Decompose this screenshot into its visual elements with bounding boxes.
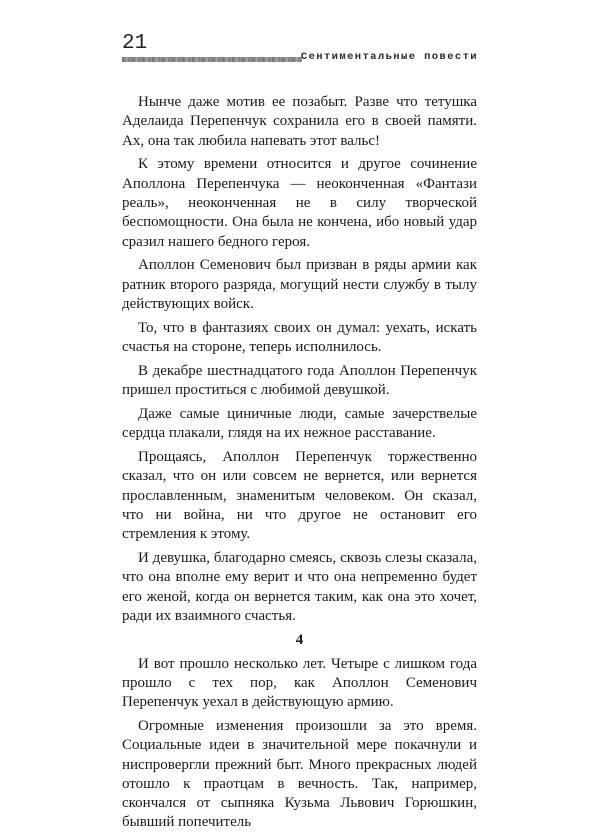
- paragraph: Огромные изменения произошли за это время. Социальные идеи в значительной мере покачнули и ниспровергли прежний быт. Много прекрасных людей отошло к праотцам в вечность. Так, например, скончался от сыпняка Кузьма Львович Горюшкин, бывший попечитель: [122, 717, 477, 831]
- body-text: [122, 93, 477, 837]
- paragraph: К этому времени относится и другое сочинение Аполлона Перепенчука — неоконченная «Фантази реаль», неоконченная не в силу творческой беспомощности. Она была не кончена, ибо новый удар сразил нашего бедного героя.: [122, 156, 477, 250]
- paragraph: Аполлон Семенович был призван в ряды армии как ратник второго разряда, могущий нести службу в тылу действующих войск.: [122, 257, 477, 312]
- paragraph: Нынче даже мотив ее позабыт. Разве что тетушка Аделаида Перепенчук сохранила его в своей памяти. Ах, она так любила напевать этот вальс!: [122, 94, 477, 149]
- paragraph: То, что в фантазиях своих он думал: уехать, искать счастья на стороне, теперь исполнилось.: [122, 319, 477, 356]
- running-head: Сентиментальные повести: [300, 51, 478, 63]
- chapter-number: 4: [295, 631, 304, 648]
- header-rule: [122, 57, 302, 62]
- page-header: [122, 30, 478, 70]
- paragraph: Прощаясь, Аполлон Перепенчук торжественно сказал, что он или совсем не вернется, или вернется прославленным, знаменитым человеком. Он сказал, что ни война, ни что другое не остановит его стремления к этому.: [122, 449, 477, 543]
- paragraph: В декабре шестнадцатого года Аполлон Перепенчук пришел проститься с любимой девушкой.: [122, 362, 477, 399]
- paragraph: И девушка, благодарно смеясь, сквозь слезы сказала, что она вполне ему верит и что она непременно будет его женой, когда он вернется таким, как она это хочет, ради их взаимного счастья.: [122, 550, 477, 624]
- paragraph: И вот прошло несколько лет. Четыре с лишком года прошло с тех пор, как Аполлон Семенович Перепенчук уехал в действующую армию.: [122, 655, 477, 711]
- paragraph: Даже самые циничные люди, самые зачерствелые сердца плакали, глядя на их нежное расставание.: [122, 405, 477, 442]
- page-number: 21: [122, 32, 148, 55]
